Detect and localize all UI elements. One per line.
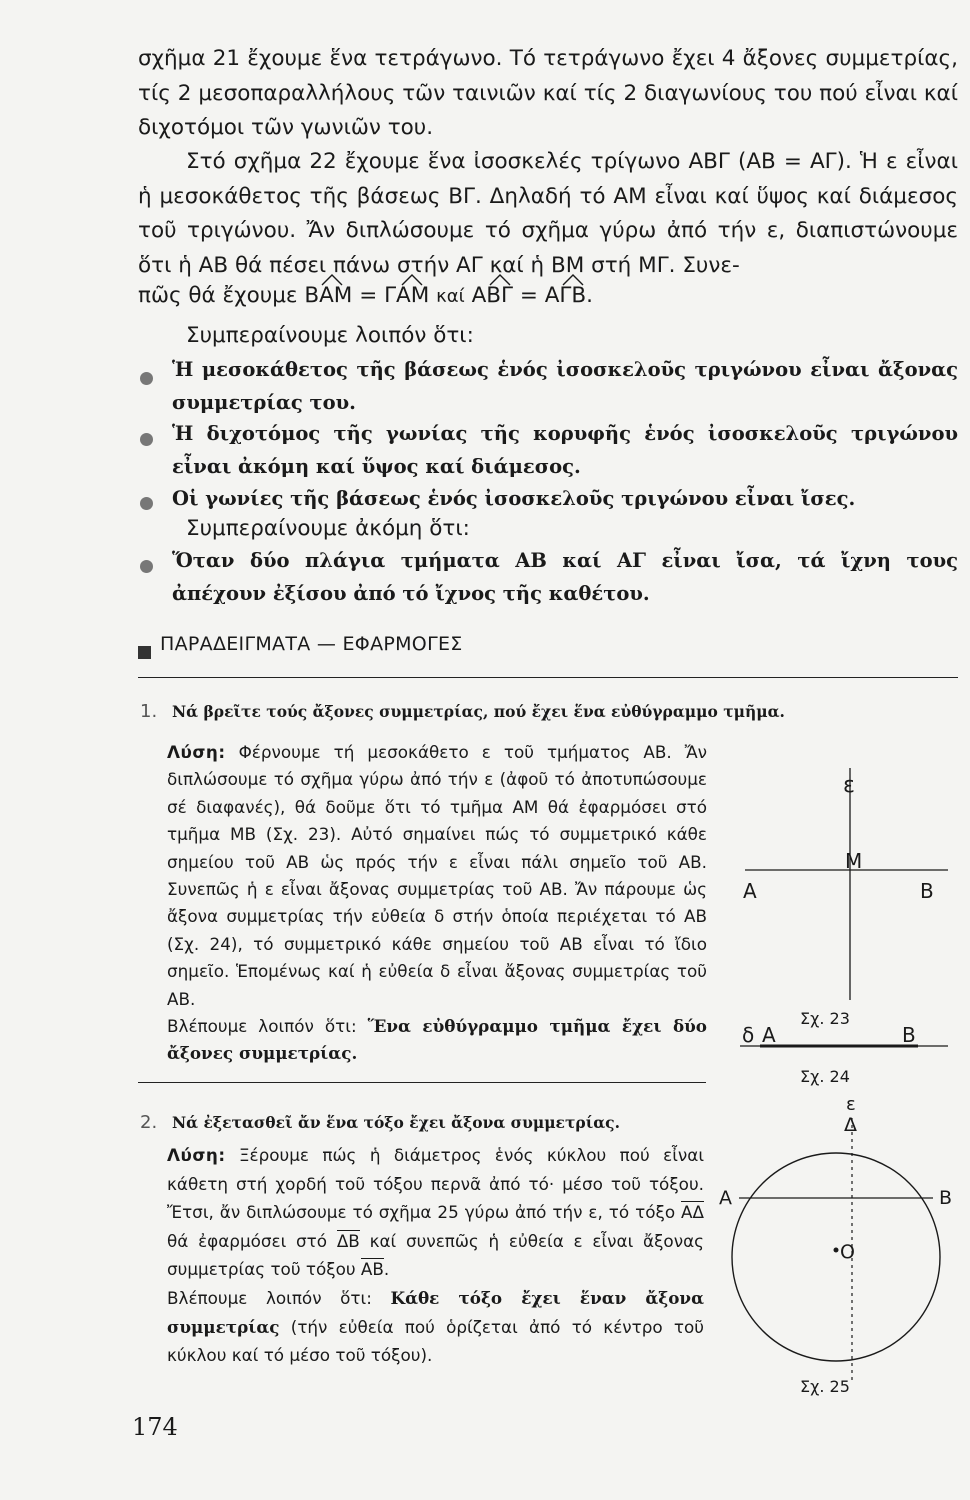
fig25-label-e: ε — [846, 1094, 856, 1115]
example-2-solution-label: Λύση: — [167, 1145, 226, 1165]
example-1-title: Νά βρεῖτε τούς ἄξονες συμμετρίας, πού ἔχει ἕνα εὐθύγραμμο τμῆμα. — [172, 702, 785, 721]
example-2-number: 2. — [140, 1112, 158, 1133]
fig24-label-d: δ — [742, 1023, 755, 1047]
fig25-label-a: Α — [719, 1187, 732, 1209]
arc-ab: ΑΒ — [360, 1259, 384, 1280]
fig25-circle — [732, 1153, 940, 1361]
fig25-caption: Σχ. 25 — [800, 1377, 850, 1396]
figure-25 — [719, 1094, 952, 1396]
kai-word: καί — [436, 286, 465, 307]
fig25-label-b: Β — [939, 1187, 953, 1209]
example-1-solution-body: Φέρνουμε τή μεσοκάθετο ε τοῦ τμήματος ΑΒ. Ἄν διπλώσουμε τό σχῆμα γύρω ἀπό τήν ε (ἀφοῦ τό ἀποτυπώσουμε σέ διαφανές), θά δοῦμε ὅτι τό τμῆμα ΑΜ θά ἐφαρμόσει στό τμῆμα ΜΒ (Σχ. 23). Αὐτό σημαίνει πώς τό συμμετρικό κάθε σημείου τοῦ ΑΒ ὡς πρός τήν ε εἶναι πάλι σημεῖο τοῦ ΑΒ. Συνεπῶς ἡ ε εἶναι ἄξονας συμμετρίας τοῦ ΑΒ. Ἄν πάρουμε ὡς ἄξονα συμμετρίας τήν εὐθεία δ στήν ὁποία περιέχεται τό ΑΒ (Σχ. 24), τό συμμετρικό κάθε σημείου τοῦ ΑΒ εἶναι τό ἴδιο σημεῖο. Ἑπομένως καί ἡ εὐθεία δ εἶναι ἄξονας συμμετρίας τοῦ ΑΒ. — [167, 742, 707, 1009]
fig25-label-d: Δ — [844, 1114, 857, 1136]
example-1-conclusion-prefix: Βλέπουμε λοιπόν ὅτι: — [167, 1016, 357, 1037]
fig23-caption: Σχ. 23 — [800, 1009, 850, 1028]
example-2-body-3: καί συνεπῶς ἡ εὐθεία ε εἶναι ἄξονας συμμετρίας τοῦ τόξου — [167, 1230, 704, 1280]
angle-bam: ΒΑΜ — [304, 279, 352, 313]
example-2-title: Νά ἐξετασθεῖ ἄν ἕνα τόξο ἔχει ἄξονα συμμετρίας. — [172, 1113, 620, 1132]
example-1-conclusion-bold: Ἕνα εὐθύγραμμο τμῆμα ἔχει δύο ἄξονες συμμετρίας. — [167, 1016, 707, 1064]
example-2-conclusion-bold: Κάθε τόξο ἔχει ἕναν ἄξονα συμμετρίας — [167, 1287, 704, 1337]
angle-abg: ΑΒΓ — [472, 279, 513, 313]
fig25-label-o: Ο — [840, 1241, 855, 1263]
intro-paragraph-2-text: Στό σχῆμα 22 ἔχουμε ἕνα ἰσοσκελές τρίγωνο ΑΒΓ (ΑΒ = ΑΓ). Ἡ ε εἶναι ἡ μεσοκάθετος τῆς βάσεως ΒΓ. Δηλαδή τό ΑΜ εἶναι καί ὕψος καί διάμεσος τοῦ τριγώνου. Ἄν διπλώσουμε τό σχῆμα γύρω ἀπό τήν ε, διαπιστώνουμε ὅτι ἡ ΑΒ θά πέσει πάνω στήν ΑΓ καί ἡ ΒΜ στή ΜΓ. Συνε- — [138, 149, 958, 278]
angle-agb: ΑΓΒ — [545, 279, 586, 313]
conclude-line-1: Συμπεραίνουμε λοιπόν ὅτι: — [186, 323, 474, 348]
arc-db: ΔΒ — [336, 1230, 360, 1251]
equals-sign-2: = — [519, 283, 538, 308]
figure-23 — [743, 768, 948, 1028]
bullet-text-1: Ἡ μεσοκάθετος τῆς βάσεως ἑνός ἰσοσκελοῦς τριγώνου εἶναι ἄξονας συμμετρίας του. — [172, 358, 958, 414]
example-2-body-2: θά ἐφαρμόσει στό — [167, 1230, 328, 1251]
fig24-label-a: Α — [762, 1023, 776, 1047]
conclude-line-2: Συμπεραίνουμε ἀκόμη ὅτι: — [186, 516, 470, 541]
arc-ad: ΑΔ — [681, 1202, 705, 1223]
fig23-label-a: Α — [743, 879, 757, 903]
example-1-solution-label: Λύση: — [167, 742, 226, 762]
fig24-caption: Σχ. 24 — [800, 1067, 850, 1086]
example-1-number: 1. — [140, 701, 158, 722]
bullet-text-2: Ἡ διχοτόμος τῆς γωνίας τῆς κορυφῆς ἑνός ἰσοσκελοῦς τριγώνου εἶναι ἀκόμη καί ὕψος καί διάμεσος. — [172, 422, 958, 478]
example-2-conclusion-rest: (τήν εὐθεία πού ὁρίζεται ἀπό τό κέντρο τοῦ κύκλου καί τό μέσο τοῦ τόξου). — [167, 1316, 704, 1366]
example-2-body-1: Ξέρουμε πώς ἡ διάμετρος ἑνός κύκλου πού εἶναι κάθετη στή χορδή τοῦ τόξου περνᾶ ἀπό τό· μέσο τοῦ τόξου. Ἔτσι, ἄν διπλώσουμε τό σχῆμα 25 γύρω ἀπό τήν ε, τό τόξο — [167, 1145, 704, 1223]
section-title: ΠΑΡΑΔΕΙΓΜΑΤΑ — ΕΦΑΡΜΟΓΕΣ — [160, 633, 463, 655]
page-number: 174 — [132, 1413, 178, 1441]
figure-24 — [740, 1023, 948, 1086]
bullet-text-3: Οἱ γωνίες τῆς βάσεως ἑνός ἰσοσκελοῦς τριγώνου εἶναι ἴσες. — [172, 487, 856, 510]
equals-sign-1: = — [359, 283, 378, 308]
intro-paragraph-1: σχῆμα 21 ἔχουμε ἕνα τετράγωνο. Τό τετράγωνο ἔχει 4 ἄξονες συμμετρίας, τίς 2 μεσοπαραλλήλους τῶν ταινιῶν καί τίς 2 διαγωνίους του πού εἶναι καί διχοτόμοι τῶν γωνιῶν του. — [138, 46, 958, 140]
fig23-label-m: Μ — [845, 849, 863, 873]
angle-gam: ΓΑΜ — [384, 279, 429, 313]
fig23-label-e: ε — [843, 773, 855, 798]
angle-line-period: . — [586, 283, 593, 308]
angle-line-prefix: πῶς θά ἔχουμε — [138, 283, 298, 308]
example-2-conclusion-prefix: Βλέπουμε λοιπόν ὅτι: — [167, 1287, 372, 1308]
fig24-label-b: Β — [902, 1023, 916, 1047]
fig25-center-dot — [834, 1248, 839, 1253]
fig23-label-b: Β — [920, 879, 934, 903]
bullet-text-4: Ὅταν δύο πλάγια τμήματα ΑΒ καί ΑΓ εἶναι ἴσα, τά ἴχνη τους ἀπέχουν ἐξίσου ἀπό τό ἴχνος τῆς καθέτου. — [172, 549, 958, 605]
example-2-body-4: . — [383, 1259, 390, 1280]
